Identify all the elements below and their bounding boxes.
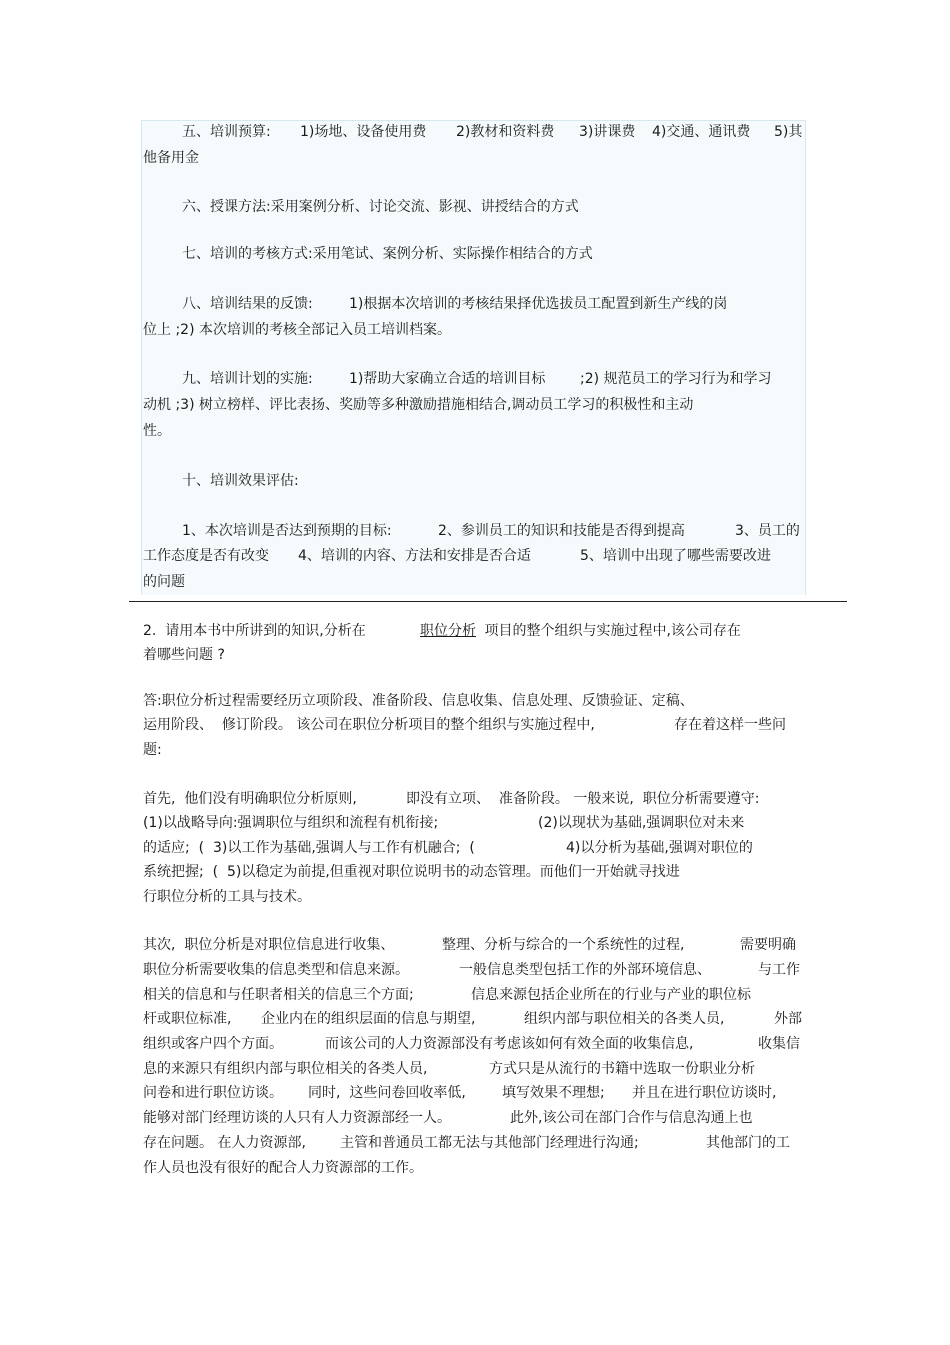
implementation-text: ;2) 规范员工的学习行为和学习 [580,371,772,387]
answer-line: 存在问题。 在人力资源部, [143,1135,306,1151]
answer-line: 杆或职位标准, [143,1011,232,1027]
budget-item: 3)讲课费 [579,124,636,140]
answer-line: 作人员也没有很好的配合人力资源部的工作。 [143,1160,423,1176]
answer-line: 整理、分析与综合的一个系统性的过程, [442,937,685,953]
implementation-text: 性。 [143,423,171,439]
implementation-heading: 九、培训计划的实施: [182,371,313,387]
answer-line: 组织或客户四个方面。 [143,1036,283,1052]
answer-line: 系统把握; ( 5)以稳定为前提,但重视对职位说明书的动态管理。而他们一开始就寻找进 [143,864,680,880]
answer-line: 首先, 他们没有明确职位分析原则, [143,791,357,807]
answer-line: 的适应; ( 3)以工作为基础,强调人与工作有机融合; ( [143,840,475,856]
answer-line: 同时, 这些问卷回收率低, [308,1085,466,1101]
evaluation-question: 5、培训中出现了哪些需要改进 [580,548,771,564]
answer-line: (2)以现状为基础,强调职位对未来 [538,815,745,831]
answer-line: 组织内部与职位相关的各类人员, [524,1011,725,1027]
evaluation-question: 的问题 [143,574,185,590]
evaluation-question: 3、员工的 [735,523,800,539]
implementation-text: 动机 ;3) 树立榜样、评比表扬、奖励等多种激励措施相结合,调动员工学习的积极性和主动 [143,397,694,413]
question-text: 2. 请用本书中所讲到的知识,分析在 [143,623,366,639]
answer-line: 答:职位分析过程需要经历立项阶段、准备阶段、信息收集、信息处理、反馈验证、定稿、 [143,693,694,709]
job-analysis-link[interactable]: 职位分析 [420,623,476,639]
answer-line: 存在着这样一些问 [674,717,786,733]
answer-line: 企业内在的组织层面的信息与期望, [261,1011,476,1027]
teaching-method: 六、授课方法:采用案例分析、讨论交流、影视、讲授结合的方式 [182,199,579,215]
evaluation-heading: 十、培训效果评估: [182,473,299,489]
answer-line: 外部 [774,1011,802,1027]
question-text: 着哪些问题 ? [143,647,225,663]
answer-line: 需要明确 [740,937,796,953]
evaluation-question: 2、参训员工的知识和技能是否得到提高 [438,523,685,539]
answer-line: 问卷和进行职位访谈。 [143,1085,283,1101]
answer-line: 主管和普通员工都无法与其他部门经理进行沟通; [340,1135,639,1151]
section-divider [129,601,847,602]
implementation-text: 1)帮助大家确立合适的培训目标 [349,371,546,387]
answer-line: 其次, 职位分析是对职位信息进行收集、 [143,937,395,953]
answer-line: 一般信息类型包括工作的外部环境信息、 [459,962,711,978]
answer-line: 能够对部门经理访谈的人只有人力资源部经一人。 [143,1110,451,1126]
answer-line: 收集信 [758,1036,800,1052]
budget-tail: 他备用金 [143,150,199,166]
assessment-method: 七、培训的考核方式:采用笔试、案例分析、实际操作相结合的方式 [182,246,593,262]
answer-line: (1)以战略导向:强调职位与组织和流程有机衔接; [143,815,439,831]
budget-heading: 五、培训预算: [182,124,271,140]
answer-line: 信息来源包括企业所在的行业与产业的职位标 [471,987,751,1003]
answer-line: 职位分析需要收集的信息类型和信息来源。 [143,962,409,978]
answer-line: 而该公司的人力资源部没有考虑该如何有效全面的收集信息, [325,1036,694,1052]
feedback-heading: 八、培训结果的反馈: [182,296,313,312]
answer-line: 行职位分析的工具与技术。 [143,889,311,905]
question-text: 项目的整个组织与实施过程中,该公司存在 [480,623,741,639]
answer-line: 4)以分析为基础,强调对职位的 [566,840,753,856]
answer-line: 题: [143,742,162,758]
evaluation-question: 1、本次培训是否达到预期的目标: [182,523,392,539]
evaluation-question: 工作态度是否有改变 [143,548,269,564]
answer-line: 并且在进行职位访谈时, [632,1085,777,1101]
answer-line: 运用阶段、 修订阶段。 该公司在职位分析项目的整个组织与实施过程中, [143,717,595,733]
answer-line: 其他部门的工 [706,1135,790,1151]
answer-line: 方式只是从流行的书籍中选取一份职业分析 [489,1061,755,1077]
answer-line: 与工作 [758,962,800,978]
budget-item: 4)交通、通讯费 [652,124,751,140]
answer-line: 此外,该公司在部门合作与信息沟通上也 [510,1110,753,1126]
answer-line: 息的来源只有组织内部与职位相关的各类人员, [143,1061,428,1077]
answer-line: 填写效果不理想; [502,1085,605,1101]
evaluation-question: 4、培训的内容、方法和安排是否合适 [298,548,531,564]
budget-item: 1)场地、设备使用费 [300,124,427,140]
budget-item: 2)教材和资料费 [456,124,555,140]
feedback-text: 位上 ;2) 本次培训的考核全部记入员工培训档案。 [143,322,451,338]
budget-item: 5)其 [774,124,803,140]
answer-line: 即没有立项、 准备阶段。 一般来说, 职位分析需要遵守: [406,791,760,807]
answer-line: 相关的信息和与任职者相关的信息三个方面; [143,987,414,1003]
feedback-text: 1)根据本次培训的考核结果择优选拔员工配置到新生产线的岗 [349,296,728,312]
